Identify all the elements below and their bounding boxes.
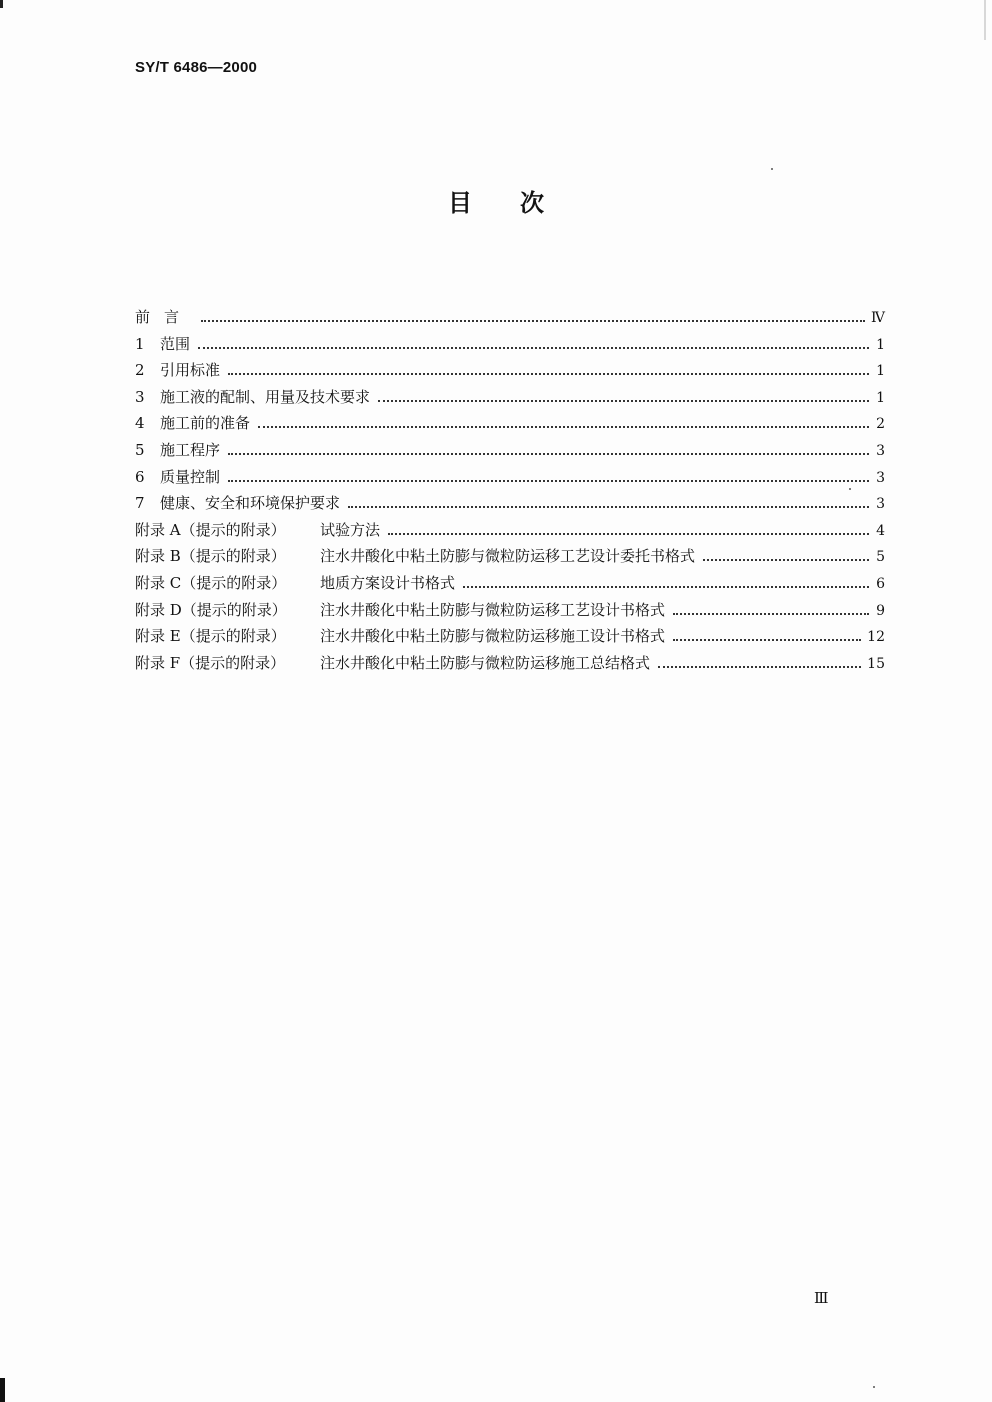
toc-entry-page: 3 [876,469,885,486]
toc-entry-title: 范围 [160,334,191,353]
scan-speck [873,1386,875,1388]
page-number: Ⅲ [814,1289,829,1307]
toc-entry-title: 施工液的配制、用量及技术要求 [160,387,371,406]
toc-entry-title: 试验方法 [320,520,381,539]
toc-entry-page: 5 [876,549,885,566]
dot-leader [378,399,869,402]
toc-entry-chapter[interactable] [135,412,885,439]
toc-appendix-label: 附录 D（提示的附录） [135,600,287,619]
dot-leader [388,532,869,535]
toc-appendix-label: 附录 E（提示的附录） [135,627,286,646]
toc-entry-page: 15 [867,655,885,672]
toc-entry-number: 5 [135,440,145,459]
dot-leader [228,452,869,455]
toc-appendix-label: 附录 F（提示的附录） [135,653,286,672]
toc-entry-page: 1 [876,389,885,406]
toc-entry-appendix[interactable] [135,625,885,652]
dot-leader [658,665,861,668]
dot-leader [201,319,865,322]
toc-entry-number: 6 [135,467,145,486]
toc-entry-title: 地质方案设计书格式 [320,573,456,592]
toc-entry-page: 2 [876,416,885,433]
dot-leader [228,479,869,482]
toc-entry-page: Ⅳ [871,310,885,326]
toc-entry-title: 施工程序 [160,440,221,459]
toc-entry-title: 注水井酸化中粘土防膨与微粒防运移施工设计书格式 [320,627,666,646]
dot-leader [348,505,869,508]
scan-mark [0,1378,5,1402]
toc-entry-page: 12 [867,629,885,646]
toc-entry-title: 健康、安全和环境保护要求 [160,494,341,513]
dot-leader [228,372,869,375]
toc-entry-page: 3 [876,442,885,459]
dot-leader [673,638,861,641]
toc-entry-page: 1 [876,363,885,380]
toc-appendix-label: 附录 A（提示的附录） [135,520,286,539]
toc-entry-number: 2 [135,361,145,380]
scan-speck [771,168,773,170]
toc-entry-appendix[interactable] [135,545,885,572]
toc-entry-number: 3 [135,387,145,406]
document-code: SY/T 6486—2000 [135,59,258,76]
toc-entry-title: 前言 [135,308,194,326]
toc-entry-preface[interactable] [135,306,885,333]
toc-entry-appendix[interactable] [135,599,885,626]
toc-entry-title: 注水井酸化中粘土防膨与微粒防运移工艺设计书格式 [320,600,666,619]
toc-appendix-label: 附录 C（提示的附录） [135,573,287,592]
toc-entry-appendix[interactable] [135,519,885,546]
toc-entry-appendix[interactable] [135,572,885,599]
dot-leader [673,612,869,615]
scan-mark [0,0,3,8]
dot-leader [703,558,869,561]
toc-entry-page: 3 [876,496,885,513]
toc-entry-chapter[interactable] [135,466,885,493]
table-of-contents [135,306,885,678]
toc-appendix-label: 附录 B（提示的附录） [135,547,286,566]
dot-leader [198,346,869,349]
toc-entry-number: 7 [135,494,145,513]
toc-entry-chapter[interactable] [135,439,885,466]
toc-entry-chapter[interactable] [135,359,885,386]
toc-entry-page: 4 [876,522,885,539]
toc-entry-page: 9 [876,602,885,619]
dot-leader [258,425,869,428]
scan-edge [984,0,986,40]
toc-entry-number: 4 [135,414,145,433]
toc-entry-title: 施工前的准备 [160,414,251,433]
toc-entry-title: 引用标准 [160,361,221,380]
toc-entry-page: 1 [876,336,885,353]
toc-entry-page: 6 [876,575,885,592]
toc-entry-title: 注水井酸化中粘土防膨与微粒防运移工艺设计委托书格式 [320,547,696,566]
toc-entry-title: 质量控制 [160,467,221,486]
toc-entry-appendix[interactable] [135,652,885,679]
toc-entry-number: 1 [135,334,145,353]
toc-entry-chapter[interactable] [135,492,885,519]
page-title: 目次 [448,189,592,217]
toc-entry-chapter[interactable] [135,386,885,413]
toc-entry-chapter[interactable] [135,333,885,360]
toc-entry-title: 注水井酸化中粘土防膨与微粒防运移施工总结格式 [320,653,651,672]
dot-leader [463,585,869,588]
